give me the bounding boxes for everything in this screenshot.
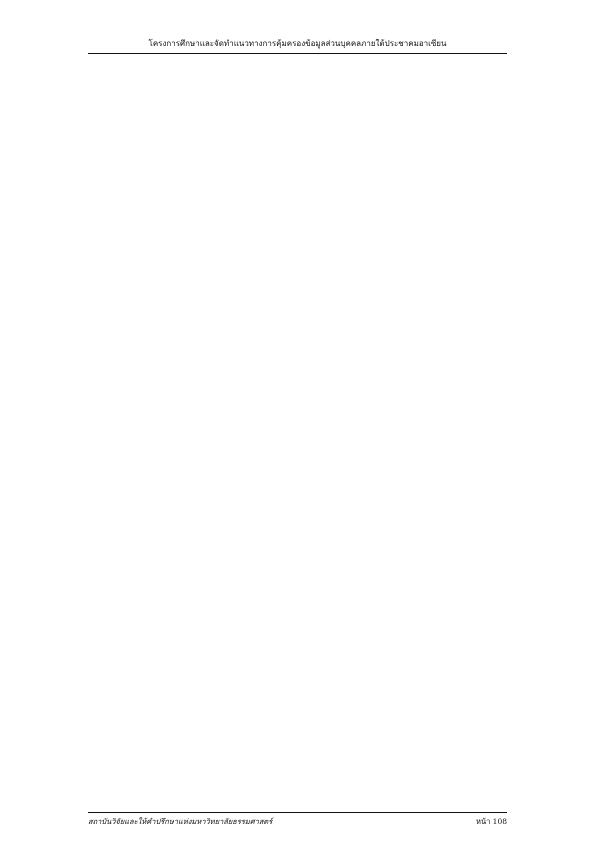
paragraph-6	[88, 207, 507, 224]
footer-rule	[88, 812, 507, 813]
body-text	[88, 64, 507, 804]
header-rule	[88, 53, 507, 54]
paragraph-5	[88, 188, 507, 205]
paragraph-3	[88, 134, 507, 151]
heading-issue-12	[88, 118, 507, 135]
running-footer	[88, 816, 507, 827]
paragraph-4	[88, 170, 507, 187]
heading-issue-11	[88, 83, 507, 100]
footer-institute: สถาบันวิจัยและให้คำปรึกษาแห่งมหาวิทยาลัยธรรมศาสตร์	[88, 817, 273, 826]
page-number: หน้า 108	[476, 817, 507, 826]
running-header: โครงการศึกษาและจัดทำแนวทางการคุ้มครองข้อมูลส่วนบุคคลภายใต้ประชาคมอาเซียน	[148, 39, 447, 48]
paragraph-1	[88, 64, 507, 81]
paragraph-2	[88, 99, 507, 116]
heading-issue-13	[88, 153, 507, 170]
